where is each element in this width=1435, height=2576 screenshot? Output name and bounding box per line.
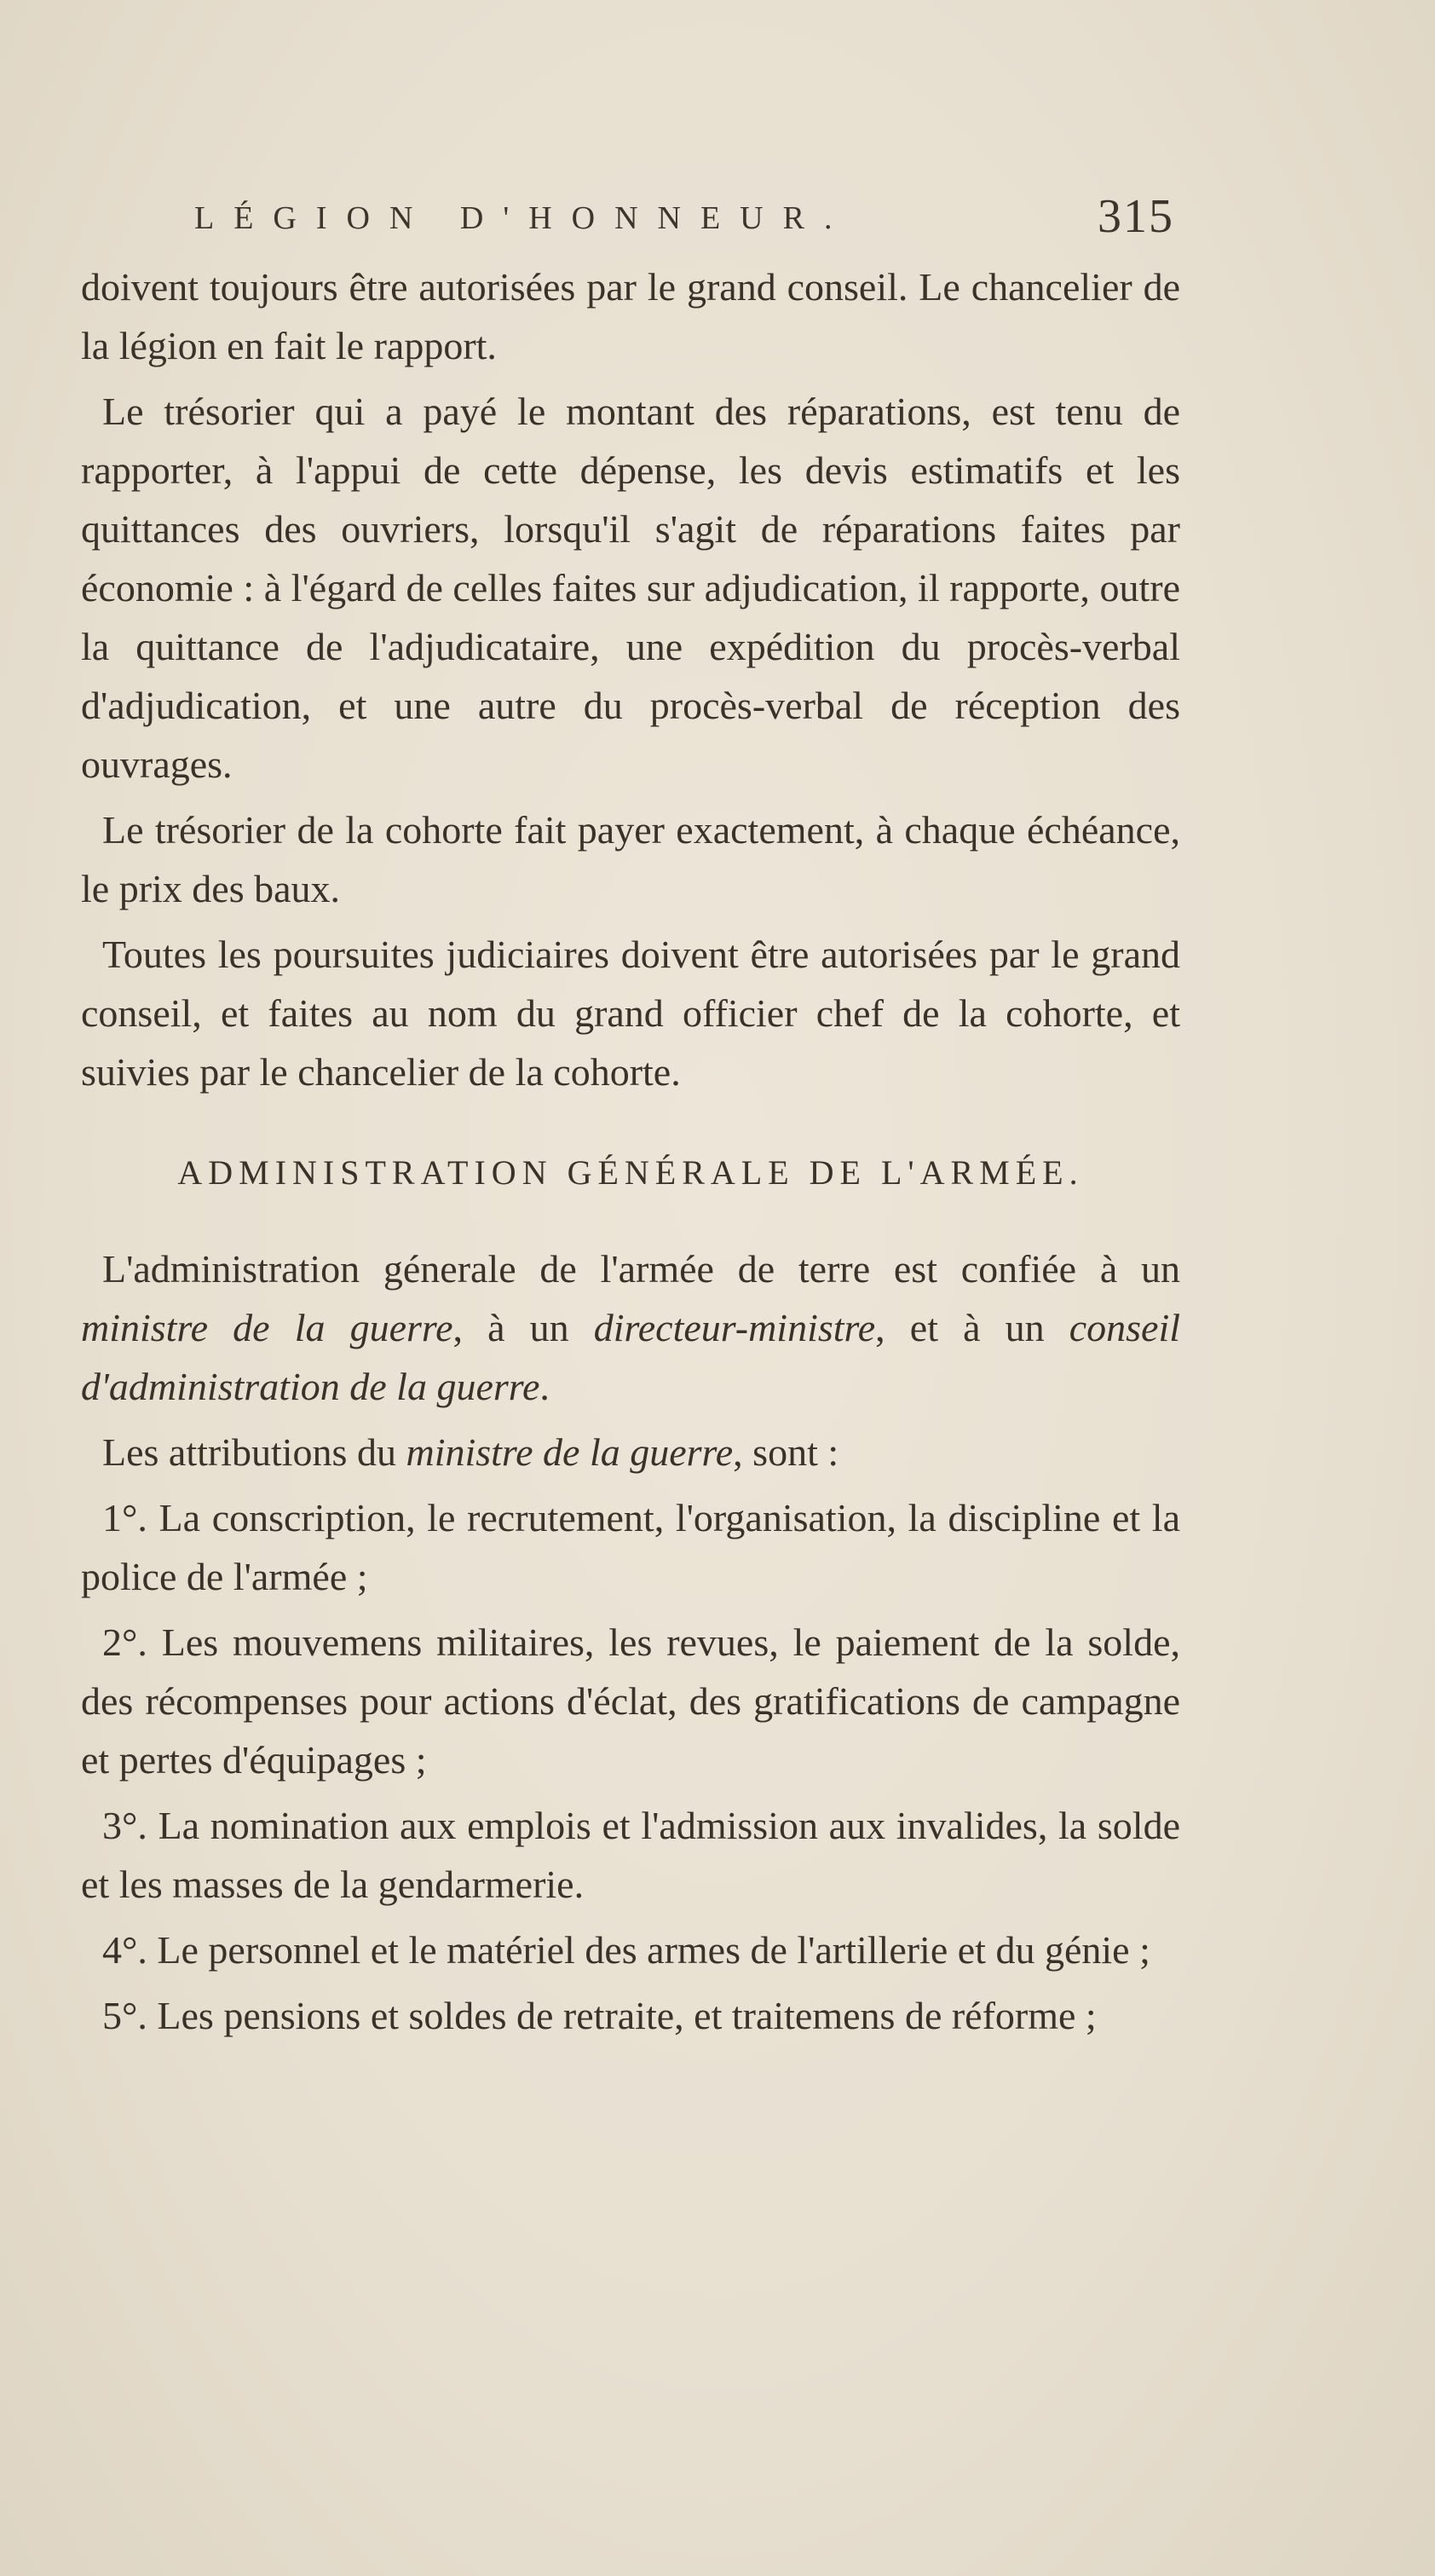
paragraph-attributions: [81, 1423, 1180, 1481]
page-number: 315: [1098, 190, 1174, 243]
paragraph-continuation: doivent toujours être autorisées par le grand conseil. Le chancelier de la légion en fait le rapport.: [81, 265, 1180, 367]
list-item-5: 5°. Les pensions et soldes de retraite, et traitemens de réforme ;: [102, 1994, 1097, 2037]
intro-directeur: directeur-ministre: [593, 1306, 876, 1349]
paragraph-administration-intro: [81, 1239, 1180, 1416]
list-item-1: 1°. La conscription, le recrutement, l'organisation, la discipline et la police de l'armée ;: [81, 1496, 1180, 1598]
paragraph-tresorier-reparations: Le trésorier qui a payé le montant des réparations, est tenu de rapporter, à l'appui de cette dépense, les devis estimatifs et les quittances des ouvriers, lorsqu'il s'agit de réparations faites par économie : à l'égard de celles faites sur adjudication, il rapporte, outre la quittance de l'adjudicataire, une expédition du procès-verbal d'adjudication, et une autre du procès-verbal de réception des ouvrages.: [81, 390, 1180, 786]
attributions-ministre: ministre de la guerre: [406, 1430, 734, 1474]
intro-text-3: , et à un: [875, 1306, 1069, 1349]
list-item-3: 3°. La nomination aux emplois et l'admission aux invalides, la solde et les masses de la gendarmerie.: [81, 1804, 1180, 1906]
intro-text-1: L'administration génerale de l'armée de terre est confiée à un: [102, 1247, 1180, 1291]
paragraph-poursuites: Toutes les poursuites judiciaires doivent être autorisées par le grand conseil, et faites au nom du grand officier chef de la cohorte, et suivies par le chancelier de la cohorte.: [81, 933, 1180, 1094]
intro-text-4: .: [539, 1365, 550, 1408]
paragraph-tresorier-baux: Le trésorier de la cohorte fait payer exactement, à chaque échéance, le prix des baux.: [81, 808, 1180, 910]
intro-ministre: ministre de la guerre: [81, 1306, 453, 1349]
attributions-text-2: , sont :: [733, 1430, 839, 1474]
page-header: [194, 189, 1174, 249]
body-text: [81, 257, 1180, 2045]
running-title: LÉGION D'HONNEUR.: [194, 200, 852, 236]
intro-text-2: , à un: [452, 1306, 594, 1349]
list-item-2: 2°. Les mouvemens militaires, les revues, le paiement de la solde, des récompenses pour actions d'éclat, des gratifications de campagne et pertes d'équipages ;: [81, 1620, 1180, 1782]
section-title: ADMINISTRATION GÉNÉRALE DE L'ARMÉE.: [177, 1153, 1084, 1192]
list-item-4: 4°. Le personnel et le matériel des armes de l'artillerie et du génie ;: [102, 1928, 1150, 1972]
intro-conseil: conseil d'administration de la guerre: [81, 1306, 1181, 1408]
attributions-text-1: Les attributions du: [102, 1430, 406, 1474]
